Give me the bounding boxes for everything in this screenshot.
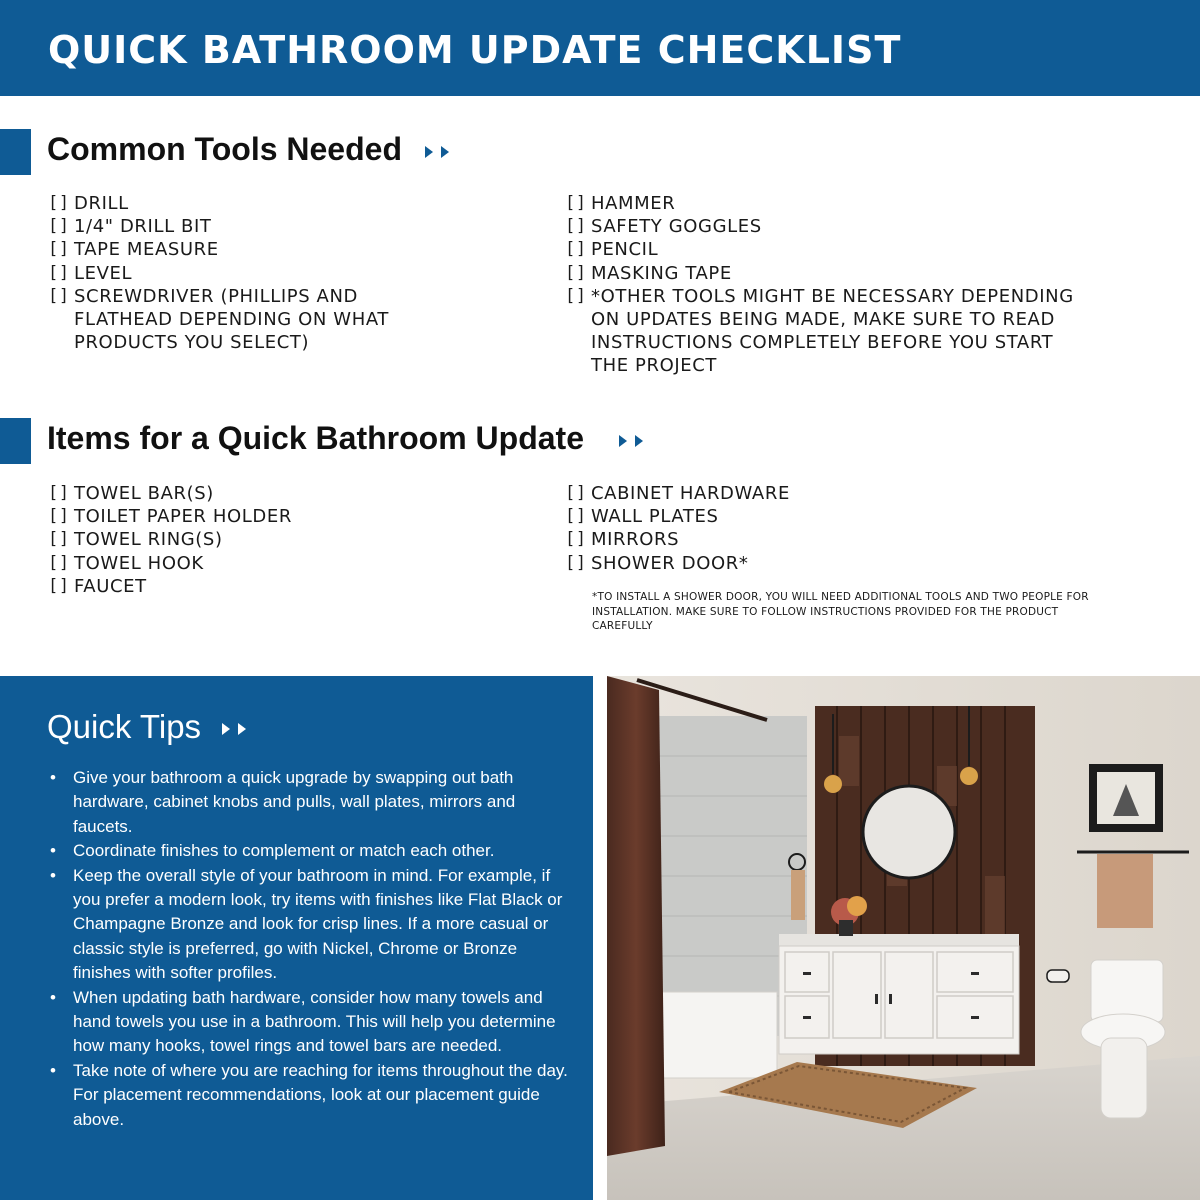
double-chevron-right-icon (617, 432, 649, 450)
checkbox-icon[interactable]: [] (565, 193, 587, 213)
checklist-item[interactable] (565, 505, 1165, 528)
double-chevron-right-icon (220, 720, 252, 738)
checkbox-icon[interactable]: [] (565, 262, 587, 283)
checklist-item[interactable] (565, 528, 1165, 551)
double-chevron-right-icon (423, 143, 455, 161)
bathroom-illustration (607, 676, 1200, 1200)
checkbox-icon[interactable]: [] (48, 193, 70, 213)
quick-tips-title (47, 708, 252, 746)
items-list-left (48, 482, 528, 598)
checkbox-icon[interactable]: [] (565, 216, 587, 237)
checklist-item-label: TOILET PAPER HOLDER (74, 506, 292, 528)
checklist-item[interactable] (48, 192, 528, 215)
checklist-item-label: DRILL (74, 193, 129, 214)
checklist-item-label: TAPE MEASURE (74, 239, 219, 261)
checkbox-icon[interactable]: [] (48, 239, 70, 260)
checkbox-icon[interactable]: [] (48, 552, 70, 573)
checkbox-icon[interactable]: [] (565, 239, 587, 260)
quick-tips-title-text: Quick Tips (47, 708, 202, 745)
checklist-item-label: SHOWER DOOR* (591, 552, 749, 574)
tools-list-left (48, 192, 528, 354)
checklist-item[interactable] (565, 262, 1165, 285)
checklist-item-label: TOWEL BAR(S) (74, 483, 214, 504)
tip-item (48, 986, 568, 1059)
bullet-icon: • (50, 1060, 56, 1080)
checkbox-icon[interactable]: [] (565, 285, 587, 306)
checklist-item[interactable] (565, 552, 1165, 575)
checkbox-icon[interactable]: [] (565, 506, 587, 527)
checklist-item-label: LEVEL (74, 262, 133, 284)
tip-item (48, 864, 568, 986)
checklist-item[interactable] (565, 192, 1165, 215)
tools-section-title (47, 131, 455, 168)
checklist-item-label: TOWEL HOOK (74, 552, 204, 574)
checklist-item[interactable] (565, 215, 1165, 238)
checklist-item[interactable] (48, 262, 528, 285)
bullet-icon: • (50, 768, 56, 787)
checklist-item-label: 1/4" DRILL BIT (74, 216, 212, 238)
checkbox-icon[interactable]: [] (48, 216, 70, 237)
checklist-item[interactable] (48, 505, 528, 528)
checklist-item-label: *OTHER TOOLS MIGHT BE NECESSARY DEPENDING ON UPDATES BEING MADE, MAKE SURE TO READ INSTRUCTIONS COMPLETELY BEFORE YOU START THE PROJECT (591, 285, 1074, 377)
items-list-right (565, 482, 1165, 575)
checkbox-icon[interactable]: [] (48, 285, 70, 306)
checklist-item-label: FAUCET (74, 575, 147, 597)
tip-text: Keep the overall style of your bathroom in mind. For example, if you prefer a modern look, try items with finishes like Flat Black or Champagne Bronze and look for crisp lines. If a more casual or classic style is preferred, go with Nickel, Chrome or Bronze finishes with softer profiles. (73, 865, 563, 983)
checklist-item[interactable] (565, 285, 1165, 378)
section-tab-marker (0, 418, 31, 464)
items-section-header (0, 418, 1200, 464)
shower-door-footnote: *TO INSTALL A SHOWER DOOR, YOU WILL NEED ADDITIONAL TOOLS AND TWO PEOPLE FOR INSTALLATION. MAKE SURE TO FOLLOW INSTRUCTIONS PROVIDED FOR THE PRODUCT CAREFULLY (592, 591, 1089, 633)
checklist-item[interactable] (48, 575, 528, 598)
tools-list-right (565, 192, 1165, 378)
tip-item (48, 839, 568, 863)
checklist-item-label: HAMMER (591, 193, 676, 214)
bullet-icon: • (50, 987, 56, 1007)
tip-text: Give your bathroom a quick upgrade by swapping out bath hardware, cabinet knobs and pulls, wall plates, mirrors and faucets. (73, 768, 516, 836)
quick-tips-list (48, 766, 568, 1132)
checklist-item-label: MASKING TAPE (591, 262, 732, 284)
items-section-title-text: Items for a Quick Bathroom Update (47, 420, 584, 456)
checklist-item[interactable] (48, 285, 528, 355)
checklist-item-label: MIRRORS (591, 529, 680, 551)
items-section-title (47, 420, 649, 457)
bullet-icon: • (50, 841, 56, 861)
header-banner (0, 0, 1200, 96)
checklist-item[interactable] (565, 482, 1165, 505)
checkbox-icon[interactable]: [] (48, 483, 70, 503)
tip-item (48, 1059, 568, 1132)
checklist-item-label: SCREWDRIVER (PHILLIPS AND FLATHEAD DEPENDING ON WHAT PRODUCTS YOU SELECT) (74, 285, 389, 354)
checklist-item[interactable] (48, 238, 528, 261)
quick-tips-panel (0, 676, 593, 1200)
checklist-item[interactable] (48, 528, 528, 551)
bathroom-photo (607, 676, 1200, 1200)
checklist-item-label: WALL PLATES (591, 506, 719, 528)
tip-text: When updating bath hardware, consider how many towels and hand towels you use in a bathroom. This will help you determine how many hooks, towel rings and towel bars are needed. (73, 987, 556, 1056)
checkbox-icon[interactable]: [] (48, 506, 70, 527)
checkbox-icon[interactable]: [] (48, 575, 70, 596)
tip-text: Coordinate finishes to complement or match each other. (73, 841, 495, 861)
tip-text: Take note of where you are reaching for items throughout the day. For placement recommendations, look at our placement guide above. (73, 1060, 568, 1129)
checkbox-icon[interactable]: [] (48, 262, 70, 283)
checklist-item-label: PENCIL (591, 239, 659, 261)
checkbox-icon[interactable]: [] (48, 529, 70, 550)
checklist-item[interactable] (48, 552, 528, 575)
checkbox-icon[interactable]: [] (565, 529, 587, 550)
section-tab-marker (0, 129, 31, 175)
tools-section-title-text: Common Tools Needed (47, 131, 402, 167)
page-title: QUICK BATHROOM UPDATE CHECKLIST (48, 28, 902, 72)
checkbox-icon[interactable]: [] (565, 552, 587, 573)
checkbox-icon[interactable]: [] (565, 483, 587, 503)
checklist-item-label: SAFETY GOGGLES (591, 216, 762, 238)
bullet-icon: • (50, 865, 56, 885)
checklist-item[interactable] (565, 238, 1165, 261)
tools-section-header (0, 129, 1200, 175)
checklist-item-label: TOWEL RING(S) (74, 529, 223, 551)
tip-item (48, 766, 568, 839)
checklist-item[interactable] (48, 482, 528, 505)
checklist-item[interactable] (48, 215, 528, 238)
checklist-item-label: CABINET HARDWARE (591, 483, 790, 504)
